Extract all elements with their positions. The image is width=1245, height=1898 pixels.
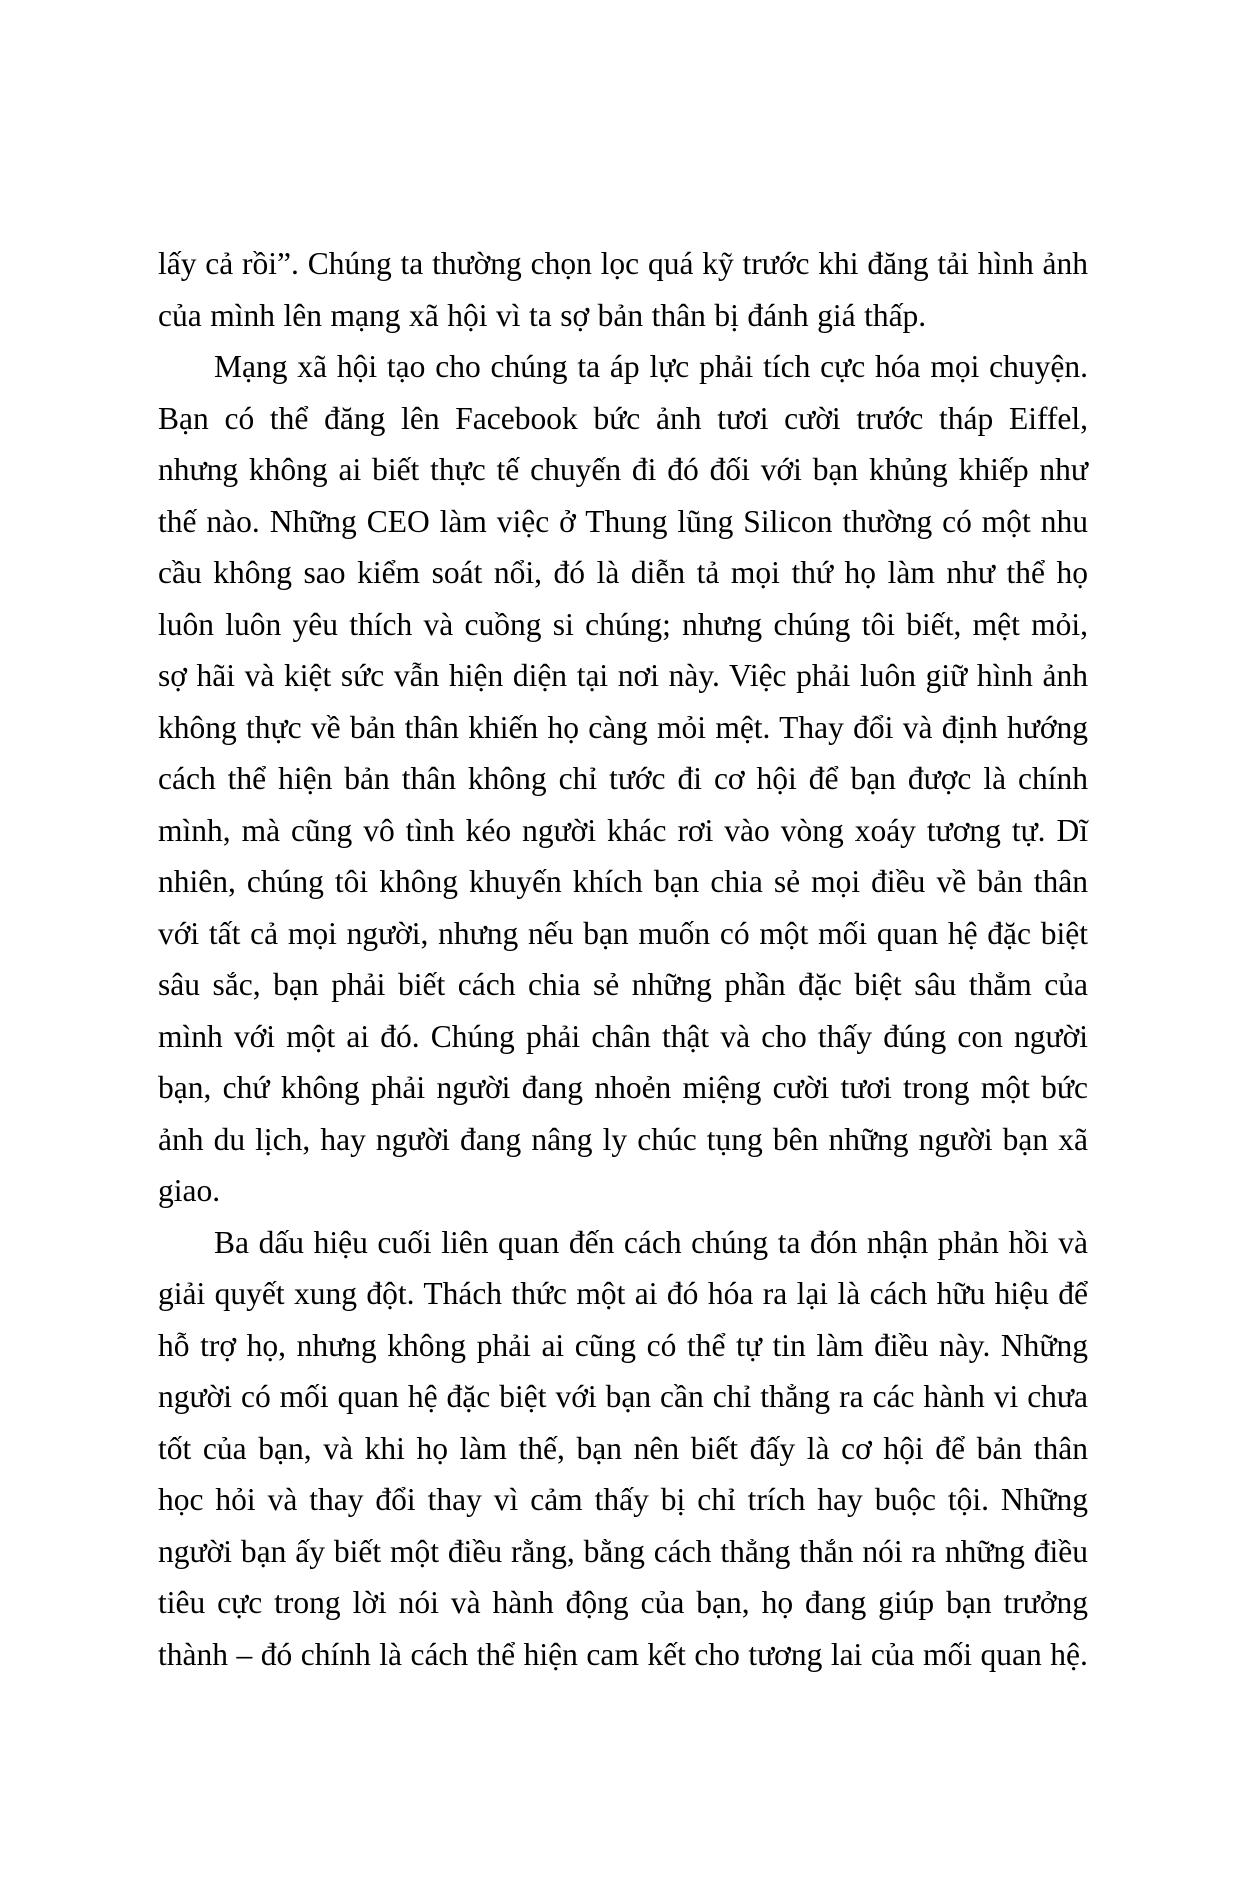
body-text-column — [158, 238, 1088, 1680]
paragraph-2: Mạng xã hội tạo cho chúng ta áp lực phải tích cực hóa mọi chuyện. Bạn có thể đăng lên Facebook bức ảnh tươi cười trước tháp Eiffel, nhưng không ai biết thực tế chuyến đi đó đối với bạn khủng khiếp như thế nào. Những CEO làm việc ở Thung lũng Silicon thường có một nhu cầu không sao kiểm soát nổi, đó là diễn tả mọi thứ họ làm như thể họ luôn luôn yêu thích và cuồng si chúng; nhưng chúng tôi biết, mệt mỏi, sợ hãi và kiệt sức vẫn hiện diện tại nơi này. Việc phải luôn giữ hình ảnh không thực về bản thân khiến họ càng mỏi mệt. Thay đổi và định hướng cách thể hiện bản thân không chỉ tước đi cơ hội để bạn được là chính mình, mà cũng vô tình kéo người khác rơi vào vòng xoáy tương tự. Dĩ nhiên, chúng tôi không khuyến khích bạn chia sẻ mọi điều về bản thân với tất cả mọi người, nhưng nếu bạn muốn có một mối quan hệ đặc biệt sâu sắc, bạn phải biết cách chia sẻ những phần đặc biệt sâu thẳm của mình với một ai đó. Chúng phải chân thật và cho thấy đúng con người bạn, chứ không phải người đang nhoẻn miệng cười tươi trong một bức ảnh du lịch, hay người đang nâng ly chúc tụng bên những người bạn xã giao. — [158, 349, 1088, 1208]
paragraph-1: lấy cả rồi”. Chúng ta thường chọn lọc quá kỹ trước khi đăng tải hình ảnh của mình lên mạng xã hội vì ta sợ bản thân bị đánh giá thấp. — [158, 246, 1088, 333]
paragraph-3: Ba dấu hiệu cuối liên quan đến cách chúng ta đón nhận phản hồi và giải quyết xung đột. Thách thức một ai đó hóa ra lại là cách hữu hiệu để hỗ trợ họ, nhưng không phải ai cũng có thể tự tin làm điều này. Những người có mối quan hệ đặc biệt với bạn cần chỉ thẳng ra các hành vi chưa tốt của bạn, và khi họ làm thế, bạn nên biết đấy là cơ hội để bản thân học hỏi và thay đổi thay vì cảm thấy bị chỉ trích hay buộc tội. Những người bạn ấy biết một điều rằng, bằng cách thẳng thắn nói ra những điều tiêu cực trong lời nói và hành động của bạn, họ đang giúp bạn trưởng thành – đó chính là cách thể hiện cam kết cho tương lai của mối quan hệ. — [158, 1224, 1088, 1672]
